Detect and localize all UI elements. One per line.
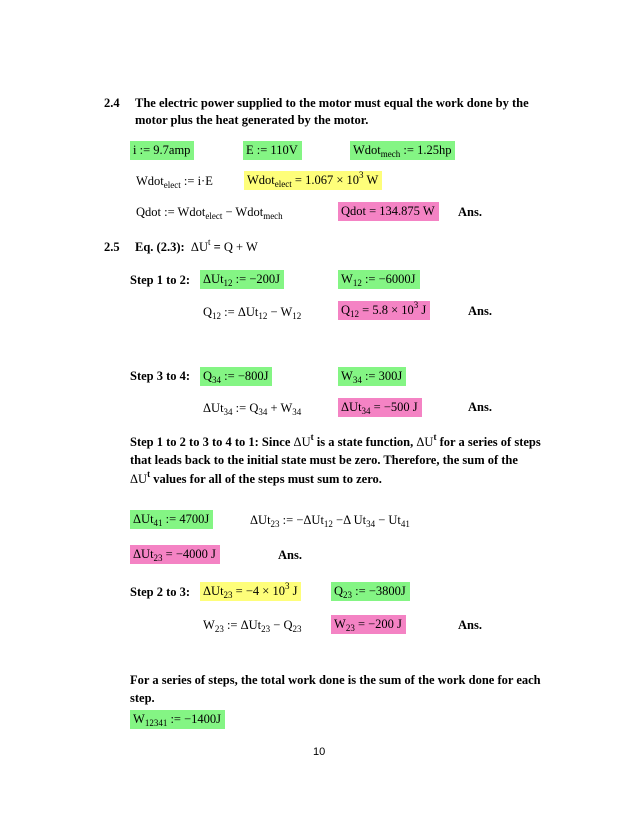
work-text-line1: For a series of steps, the total work done is the sum of the work done for each [130,673,541,687]
q12-definition: $Q_{12}$ := $\Delta Ut_{12} - W_{12}$ [203,305,302,321]
page-number: 10 [313,746,326,758]
du23-definition: ΔUt$_{23}$ := −ΔUt$_{12}$ −Δ $Ut_{34} - Ut_{41}$ [250,513,410,529]
heat-rate-definition: Qdot := Wdot$_{elect}$ − Wdot$_{mech}$ [136,205,283,221]
problem-text-line1: The electric power supplied to the motor must equal the work done by the [135,96,529,110]
du23-result: ΔUt$_{23}$ = −4000 J [130,545,220,564]
answer-label-q12: Ans. [468,304,492,318]
answer-label-2-4: Ans. [458,205,482,219]
du23-value: $\Delta Ut_{23} = -4 \times 10^3$ J [200,582,301,601]
answer-label-du23: Ans. [278,548,302,562]
mech-power-definition: Wdot$_{mech}$ := 1.25hp [350,141,455,160]
du12-definition: ΔUt$_{12}$ := −200J [200,270,284,289]
q12-result: $Q_{12} = 5.8 \times 10^3$ J [338,301,430,320]
w12341-definition: $W_{12341}$ := −1400J [130,710,225,729]
problem-text-line2: motor plus the heat generated by the motor. [135,113,369,127]
answer-label-du34: Ans. [468,400,492,414]
current-definition: i := 9.7amp [130,141,194,160]
voltage-definition: E := 110V [243,141,302,160]
w12-definition: $W_{12}$ := −6000J [338,270,420,289]
heat-rate-result: Qdot = 134.875 W [338,202,439,221]
q23-definition: $Q_{23}$ := −3800J [331,582,410,601]
cycle-text-line2: that leads back to the initial state must be zero. Therefore, the sum of the [130,453,518,467]
step-1-to-2-label: Step 1 to 2: [130,273,191,287]
w34-definition: $W_{34}$ := 300J [338,367,406,386]
du34-result: ΔUt$_{34}$ = −500 J [338,398,422,417]
q34-definition: $Q_{34}$ := −800J [200,367,272,386]
cycle-text-line3: $\Delta U^t$ values for all of the steps must sum to zero. [130,469,382,486]
du34-definition: ΔUt$_{34}$ := $Q_{34} + W_{34}$ [203,401,302,417]
cycle-text-line1: Step 1 to 2 to 3 to 4 to 1: Since $\Delta U^t$ is a state function, $\Delta U^t$ for a series of steps [130,432,541,449]
section-number-2-4: 2.4 [104,96,120,110]
equation-2-3: Eq. (2.3): $\Delta U^t = Q + W$ [135,237,258,254]
elect-power-result: Wdot$_{elect}$ = $1.067 \times 10^3$ W [244,171,382,190]
w23-result: $W_{23} = -200$ J [331,615,406,634]
du41-definition: ΔUt$_{41}$ := 4700J [130,510,213,529]
answer-label-w23: Ans. [458,618,482,632]
w23-definition: $W_{23}$ := $\Delta Ut_{23} - Q_{23}$ [203,618,302,634]
section-number-2-5: 2.5 [104,240,120,254]
work-text-line2: step. [130,691,155,705]
step-3-to-4-label: Step 3 to 4: [130,369,191,383]
step-2-to-3-label: Step 2 to 3: [130,585,191,599]
elect-power-definition: Wdot$_{elect}$ := i·E [136,174,213,190]
